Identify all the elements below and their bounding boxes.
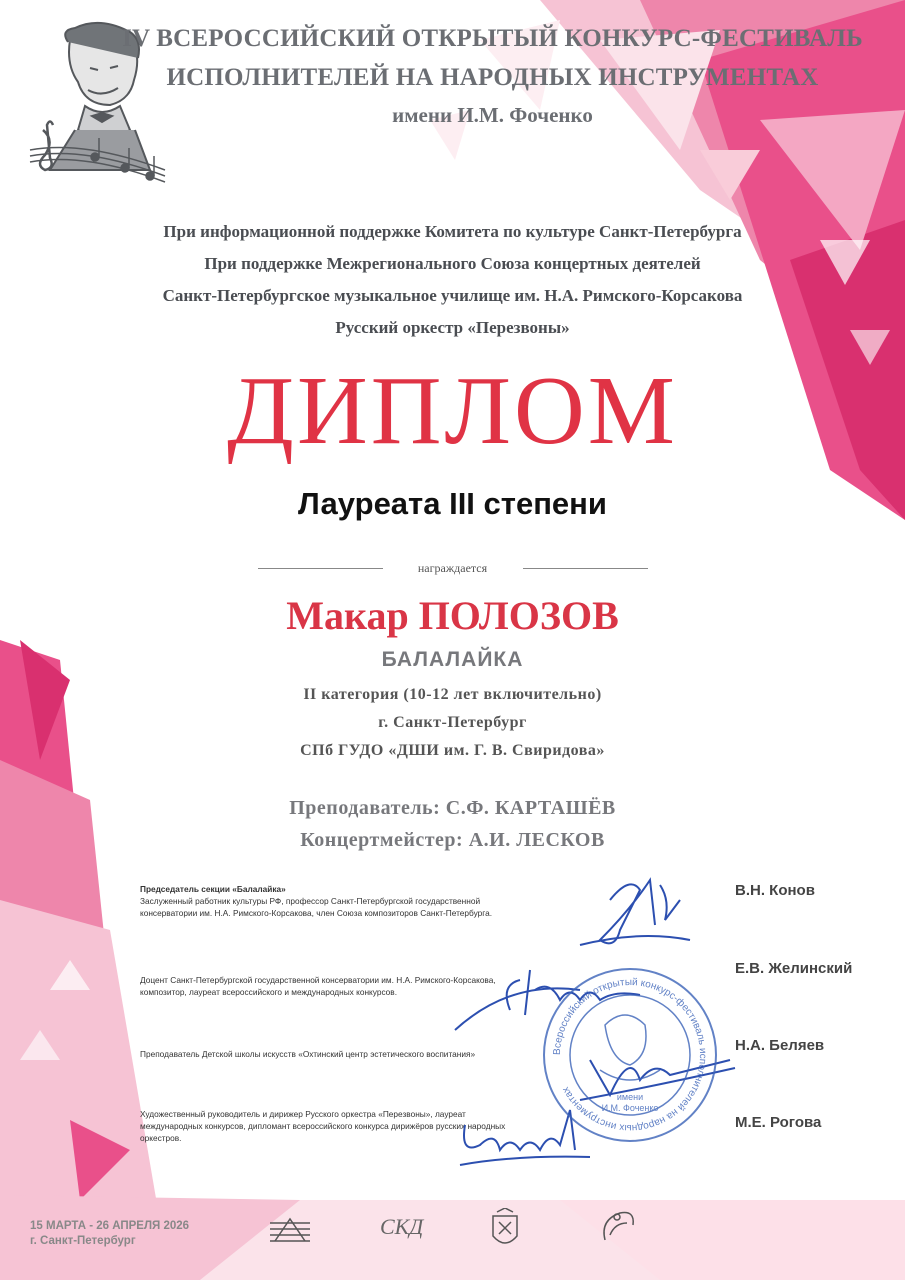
support-line-2: При поддержке Межрегионального Союза концертных деятелей [204, 254, 701, 273]
signature-konov [560, 870, 710, 960]
jury-4-desc: Художественный руководитель и дирижер Русского оркестра «Перезвоны», лауреат международных конкурсов, дипломант всероссийского конкурса дирижёров русских народных оркестров. [140, 1109, 506, 1143]
perezvony-logo [595, 1205, 640, 1250]
stamp-ring-text: Всероссийский открытый конкурс-фестиваль исполнителей на народных инструментах [551, 976, 709, 1134]
composers-union-logo [265, 1215, 315, 1245]
divider-right [523, 568, 648, 569]
festival-dates: 15 МАРТА - 26 АПРЕЛЯ 2026 [30, 1220, 190, 1232]
stamp-center-text-2: И.М. Фоченко [601, 1103, 659, 1113]
jury-3-description [140, 1048, 520, 1060]
jury-1-desc: Заслуженный работник культуры РФ, профессор Санкт-Петербургской государственной консерватории им. Н.А. Римского-Корсакова, член Союза композиторов Санкт-Петербурга. [140, 896, 493, 918]
jury-3-desc: Преподаватель Детской школы искусств «Охтинский центр эстетического воспитания» [140, 1049, 476, 1059]
jury-2-desc: Доцент Санкт-Петербургской государственной консерватории им. Н.А. Римского-Корсакова, композитор, лауреат всероссийского и международных конкурсов. [140, 975, 496, 997]
stamp-center-text-1: имени [616, 1092, 644, 1102]
jury-1-name: В.Н. Конов [735, 882, 815, 899]
support-line-4: Русский оркестр «Перезвоны» [335, 318, 570, 337]
festival-city: г. Санкт-Петербург [30, 1235, 136, 1247]
category: II категория (10-12 лет включительно) [303, 686, 602, 703]
laureate-name: Макар ПОЛОЗОВ [286, 593, 619, 638]
skd-logo [375, 1210, 425, 1248]
support-line-3: Санкт-Петербургское музыкальное училище им. Н.А. Римского-Корсакова [162, 286, 743, 305]
awarded-label: награждается [417, 561, 488, 575]
school: СПб ГУДО «ДШИ им. Г. В. Свиридова» [300, 742, 605, 759]
jury-1-description [140, 883, 520, 919]
festival-title-line2: ИСПОЛНИТЕЛЕЙ НА НАРОДНЫХ ИНСТРУМЕНТАХ [166, 64, 819, 91]
jury-2-name: Е.В. Желинский [735, 960, 853, 977]
festival-title-line3: имени И.М. Фоченко [392, 103, 593, 127]
degree-title: Лауреата III степени [298, 486, 607, 521]
jury-4-name: М.Е. Рогова [735, 1114, 822, 1131]
coat-of-arms-logo [485, 1208, 525, 1253]
skd-logo-text: СКД [380, 1214, 424, 1239]
footer-dates-block [30, 1219, 189, 1249]
city: г. Санкт-Петербург [378, 714, 527, 731]
festival-title-line1: IV ВСЕРОССИЙСКИЙ ОТКРЫТЫЙ КОНКУРС-ФЕСТИВАЛЬ [122, 25, 863, 52]
teacher: Преподаватель: С.Ф. КАРТАШЁВ [289, 797, 616, 819]
stamp [540, 965, 720, 1145]
instrument: БАЛАЛАЙКА [381, 648, 524, 671]
accompanist: Концертмейстер: А.И. ЛЕСКОВ [300, 829, 605, 851]
diploma-title: ДИПЛОМ [227, 357, 678, 465]
support-line-1: При информационной поддержке Комитета по культуре Санкт-Петербурга [163, 222, 742, 241]
jury-1-heading: Председатель секции «Балалайка» [140, 884, 286, 894]
jury-3-name: Н.А. Беляев [735, 1037, 825, 1054]
